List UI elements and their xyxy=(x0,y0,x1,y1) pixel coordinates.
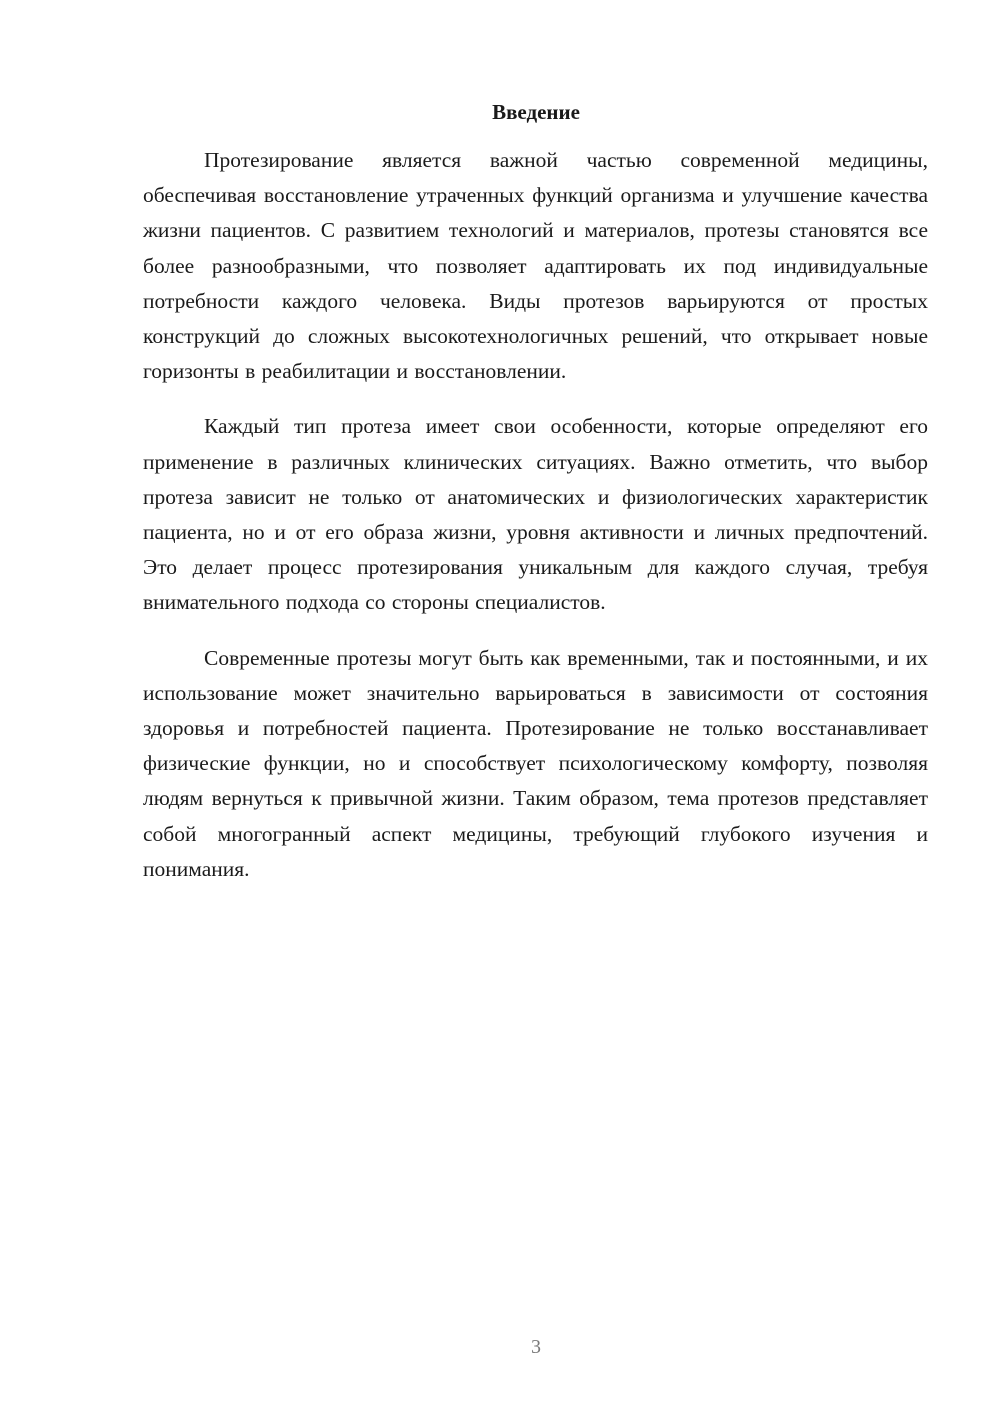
paragraph-1: Протезирование является важной частью современной медицины, обеспечивая восстановление утраченных функций организма и улучшение качества жизни пациентов. С развитием технологий и материалов, протезы становятся все более разнообразными, что позволяет адаптировать их под индивидуальные потребности каждого человека. Виды протезов варьируются от простых конструкций до сложных высокотехнологичных решений, что открывает новые горизонты в реабилитации и восстановлении. xyxy=(143,148,928,384)
page-number: 3 xyxy=(531,1336,541,1358)
body-text xyxy=(143,143,928,907)
page-title: Введение xyxy=(492,100,580,124)
paragraph-2: Каждый тип протеза имеет свои особенности, которые определяют его применение в различных клинических ситуациях. Важно отметить, что выбор протеза зависит не только от анатомических и физиологических характеристик пациента, но и от его образа жизни, уровня активности и личных предпочтений. Это делает процесс протезирования уникальным для каждого случая, требуя внимательного подхода со стороны специалистов. xyxy=(143,414,928,615)
paragraph-3: Современные протезы могут быть как временными, так и постоянными, и их использование может значительно варьироваться в зависимости от состояния здоровья и потребностей пациента. Протезирование не только восстанавливает физические функции, но и способствует психологическому комфорту, позволяя людям вернуться к привычной жизни. Таким образом, тема протезов представляет собой многогранный аспект медицины, требующий глубокого изучения и понимания. xyxy=(143,645,928,881)
